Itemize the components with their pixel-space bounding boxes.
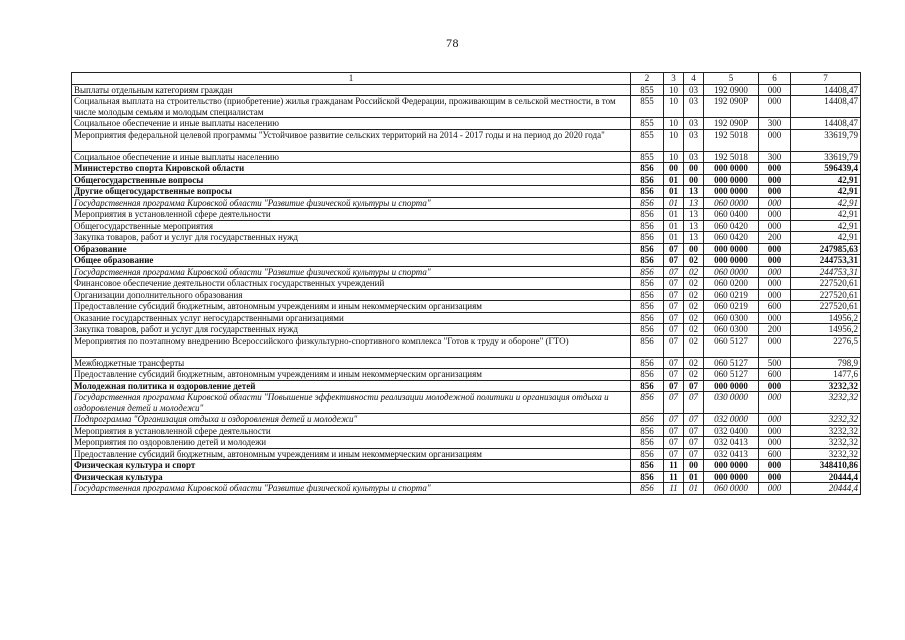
row-target-article: 032 0413 <box>704 437 759 449</box>
row-target-article: 060 0400 <box>704 209 759 221</box>
row-name: Молодежная политика и оздоровление детей <box>72 380 631 392</box>
table-row <box>72 129 861 151</box>
row-expense-type: 000 <box>759 278 791 290</box>
row-subsection: 13 <box>684 186 704 198</box>
row-expense-type: 000 <box>759 380 791 392</box>
row-amount: 1477,6 <box>791 369 861 381</box>
table-row <box>72 448 861 460</box>
row-grbs: 856 <box>631 369 664 381</box>
row-expense-type: 000 <box>759 163 791 175</box>
row-target-article: 192 090P <box>704 118 759 130</box>
row-section: 10 <box>664 151 684 163</box>
row-subsection: 02 <box>684 357 704 369</box>
row-target-article: 192 0900 <box>704 84 759 96</box>
row-section: 07 <box>664 301 684 313</box>
row-name: Выплаты отдельным категориям граждан <box>72 84 631 96</box>
row-section: 07 <box>664 289 684 301</box>
row-name: Подпрограмма "Организация отдыха и оздоровления детей и молодежи" <box>72 414 631 426</box>
row-section: 10 <box>664 129 684 151</box>
table-row <box>72 357 861 369</box>
row-section: 07 <box>664 255 684 267</box>
row-subsection: 00 <box>684 163 704 175</box>
row-section: 07 <box>664 392 684 414</box>
row-grbs: 856 <box>631 278 664 290</box>
header-cell-expense-type: 6 <box>759 73 791 85</box>
table-row <box>72 266 861 278</box>
row-name: Общегосударственные мероприятия <box>72 220 631 232</box>
row-amount: 14956,2 <box>791 324 861 336</box>
row-target-article: 192 090P <box>704 96 759 118</box>
row-grbs: 856 <box>631 437 664 449</box>
row-section: 01 <box>664 220 684 232</box>
row-grbs: 855 <box>631 84 664 96</box>
row-expense-type: 000 <box>759 255 791 267</box>
row-section: 01 <box>664 186 684 198</box>
header-cell-amount: 7 <box>791 73 861 85</box>
row-target-article: 060 0200 <box>704 278 759 290</box>
row-name: Государственная программа Кировской области "Развитие физической культуры и спорта" <box>72 483 631 495</box>
row-grbs: 856 <box>631 186 664 198</box>
row-expense-type: 000 <box>759 425 791 437</box>
row-grbs: 855 <box>631 118 664 130</box>
row-expense-type: 000 <box>759 220 791 232</box>
row-grbs: 856 <box>631 324 664 336</box>
row-target-article: 060 0219 <box>704 301 759 313</box>
row-subsection: 07 <box>684 425 704 437</box>
row-target-article: 060 5127 <box>704 335 759 357</box>
row-name: Оказание государственных услуг негосударственными организациями <box>72 312 631 324</box>
row-section: 10 <box>664 96 684 118</box>
row-target-article: 000 0000 <box>704 163 759 175</box>
row-subsection: 13 <box>684 197 704 209</box>
row-grbs: 856 <box>631 209 664 221</box>
row-expense-type: 000 <box>759 437 791 449</box>
row-amount: 3232,32 <box>791 425 861 437</box>
row-grbs: 856 <box>631 243 664 255</box>
header-cell-section: 3 <box>664 73 684 85</box>
row-subsection: 02 <box>684 255 704 267</box>
row-amount: 14408,47 <box>791 84 861 96</box>
row-expense-type: 000 <box>759 84 791 96</box>
table-row <box>72 232 861 244</box>
row-section: 01 <box>664 174 684 186</box>
row-section: 07 <box>664 448 684 460</box>
row-section: 10 <box>664 84 684 96</box>
table-row <box>72 392 861 414</box>
row-subsection: 07 <box>684 448 704 460</box>
row-section: 01 <box>664 209 684 221</box>
row-expense-type: 000 <box>759 186 791 198</box>
row-section: 00 <box>664 163 684 175</box>
row-subsection: 07 <box>684 437 704 449</box>
row-target-article: 000 0000 <box>704 186 759 198</box>
row-grbs: 856 <box>631 289 664 301</box>
row-subsection: 03 <box>684 96 704 118</box>
table-row <box>72 118 861 130</box>
table-row <box>72 312 861 324</box>
row-subsection: 07 <box>684 414 704 426</box>
table-row <box>72 437 861 449</box>
row-expense-type: 300 <box>759 118 791 130</box>
row-name: Физическая культура и спорт <box>72 460 631 472</box>
row-target-article: 000 0000 <box>704 255 759 267</box>
row-expense-type: 000 <box>759 243 791 255</box>
row-name: Мероприятия в установленной сфере деятельности <box>72 209 631 221</box>
table-row <box>72 324 861 336</box>
row-amount: 42,91 <box>791 186 861 198</box>
row-amount: 3232,32 <box>791 448 861 460</box>
row-grbs: 856 <box>631 174 664 186</box>
row-amount: 3232,32 <box>791 392 861 414</box>
row-section: 07 <box>664 369 684 381</box>
table-row <box>72 197 861 209</box>
row-grbs: 856 <box>631 301 664 313</box>
row-name: Государственная программа Кировской области "Развитие физической культуры и спорта" <box>72 266 631 278</box>
row-name: Социальная выплата на строительство (приобретение) жилья гражданам Российской Федерации, проживающим в сельской местности, в том числе молодым семьям и молодым специалистам <box>72 96 631 118</box>
row-name: Предоставление субсидий бюджетным, автономным учреждениям и иным некоммерческим организациям <box>72 301 631 313</box>
row-expense-type: 000 <box>759 312 791 324</box>
row-expense-type: 000 <box>759 174 791 186</box>
row-expense-type: 600 <box>759 448 791 460</box>
row-section: 07 <box>664 324 684 336</box>
row-target-article: 060 0219 <box>704 289 759 301</box>
row-expense-type: 000 <box>759 266 791 278</box>
row-target-article: 000 0000 <box>704 174 759 186</box>
header-cell-name: 1 <box>72 73 631 85</box>
header-cell-grbs: 2 <box>631 73 664 85</box>
row-name: Общее образование <box>72 255 631 267</box>
row-name: Закупка товаров, работ и услуг для государственных нужд <box>72 324 631 336</box>
row-expense-type: 000 <box>759 460 791 472</box>
row-target-article: 060 0300 <box>704 312 759 324</box>
row-expense-type: 000 <box>759 209 791 221</box>
row-name: Другие общегосударственные вопросы <box>72 186 631 198</box>
header-row <box>72 73 861 85</box>
row-name: Государственная программа Кировской области "Развитие физической культуры и спорта" <box>72 197 631 209</box>
row-subsection: 03 <box>684 129 704 151</box>
row-amount: 42,91 <box>791 232 861 244</box>
row-subsection: 02 <box>684 301 704 313</box>
row-grbs: 856 <box>631 312 664 324</box>
row-subsection: 13 <box>684 209 704 221</box>
row-expense-type: 200 <box>759 232 791 244</box>
row-name: Физическая культура <box>72 471 631 483</box>
row-name: Организации дополнительного образования <box>72 289 631 301</box>
table-row <box>72 255 861 267</box>
row-name: Предоставление субсидий бюджетным, автономным учреждениям и иным некоммерческим организациям <box>72 369 631 381</box>
row-target-article: 000 0000 <box>704 471 759 483</box>
row-amount: 227520,61 <box>791 301 861 313</box>
table-row <box>72 425 861 437</box>
row-amount: 42,91 <box>791 209 861 221</box>
row-name: Мероприятия в установленной сфере деятельности <box>72 425 631 437</box>
table-row <box>72 483 861 495</box>
row-expense-type: 300 <box>759 151 791 163</box>
row-name: Межбюджетные трансферты <box>72 357 631 369</box>
row-expense-type: 000 <box>759 483 791 495</box>
row-section: 07 <box>664 266 684 278</box>
row-grbs: 856 <box>631 197 664 209</box>
row-grbs: 855 <box>631 129 664 151</box>
row-name: Государственная программа Кировской области "Повышение эффективности реализации молодежной политики и организация отдыха и оздоровления детей и молодежи" <box>72 392 631 414</box>
row-expense-type: 600 <box>759 301 791 313</box>
row-section: 07 <box>664 243 684 255</box>
row-target-article: 060 5127 <box>704 357 759 369</box>
row-section: 07 <box>664 312 684 324</box>
row-section: 11 <box>664 460 684 472</box>
row-grbs: 856 <box>631 460 664 472</box>
row-subsection: 02 <box>684 266 704 278</box>
row-grbs: 856 <box>631 414 664 426</box>
row-expense-type: 500 <box>759 357 791 369</box>
row-expense-type: 200 <box>759 324 791 336</box>
row-grbs: 855 <box>631 151 664 163</box>
row-amount: 2276,5 <box>791 335 861 357</box>
row-name: Образование <box>72 243 631 255</box>
row-subsection: 02 <box>684 324 704 336</box>
budget-table-body <box>72 73 861 495</box>
row-amount: 14408,47 <box>791 96 861 118</box>
row-subsection: 02 <box>684 369 704 381</box>
row-grbs: 856 <box>631 335 664 357</box>
row-name: Министерство спорта Кировской области <box>72 163 631 175</box>
row-amount: 20444,4 <box>791 471 861 483</box>
header-cell-subsection: 4 <box>684 73 704 85</box>
row-name: Предоставление субсидий бюджетным, автономным учреждениям и иным некоммерческим организациям <box>72 448 631 460</box>
row-section: 11 <box>664 483 684 495</box>
row-name: Закупка товаров, работ и услуг для государственных нужд <box>72 232 631 244</box>
row-target-article: 032 0400 <box>704 425 759 437</box>
table-row <box>72 380 861 392</box>
table-row <box>72 278 861 290</box>
table-row <box>72 289 861 301</box>
row-amount: 3232,32 <box>791 380 861 392</box>
row-subsection: 07 <box>684 392 704 414</box>
row-section: 07 <box>664 414 684 426</box>
table-row <box>72 186 861 198</box>
row-target-article: 000 0000 <box>704 243 759 255</box>
row-expense-type: 000 <box>759 414 791 426</box>
row-expense-type: 000 <box>759 96 791 118</box>
row-section: 07 <box>664 335 684 357</box>
row-amount: 33619,79 <box>791 129 861 151</box>
row-expense-type: 000 <box>759 289 791 301</box>
row-subsection: 03 <box>684 151 704 163</box>
row-name: Мероприятия по оздоровлению детей и молодежи <box>72 437 631 449</box>
row-name: Социальное обеспечение и иные выплаты населению <box>72 118 631 130</box>
row-grbs: 856 <box>631 266 664 278</box>
row-section: 01 <box>664 197 684 209</box>
table-row <box>72 471 861 483</box>
row-amount: 3232,32 <box>791 414 861 426</box>
row-subsection: 00 <box>684 460 704 472</box>
table-row <box>72 301 861 313</box>
row-grbs: 856 <box>631 380 664 392</box>
row-grbs: 856 <box>631 471 664 483</box>
row-subsection: 13 <box>684 232 704 244</box>
table-row <box>72 209 861 221</box>
row-expense-type: 000 <box>759 129 791 151</box>
table-row <box>72 96 861 118</box>
row-expense-type: 000 <box>759 392 791 414</box>
row-grbs: 856 <box>631 232 664 244</box>
row-section: 01 <box>664 232 684 244</box>
row-target-article: 192 5018 <box>704 129 759 151</box>
row-amount: 596439,4 <box>791 163 861 175</box>
row-target-article: 060 0000 <box>704 483 759 495</box>
table-row <box>72 335 861 357</box>
table-row <box>72 220 861 232</box>
row-section: 07 <box>664 425 684 437</box>
row-amount: 20444,4 <box>791 483 861 495</box>
row-target-article: 000 0000 <box>704 460 759 472</box>
row-section: 10 <box>664 118 684 130</box>
row-expense-type: 000 <box>759 335 791 357</box>
header-cell-target-article: 5 <box>704 73 759 85</box>
row-grbs: 856 <box>631 392 664 414</box>
row-subsection: 01 <box>684 471 704 483</box>
row-name: Финансовое обеспечение деятельности областных государственных учреждений <box>72 278 631 290</box>
row-expense-type: 000 <box>759 197 791 209</box>
row-grbs: 856 <box>631 425 664 437</box>
row-section: 11 <box>664 471 684 483</box>
row-amount: 42,91 <box>791 174 861 186</box>
row-name: Социальное обеспечение и иные выплаты населению <box>72 151 631 163</box>
row-amount: 798,9 <box>791 357 861 369</box>
row-name: Мероприятия федеральной целевой программы "Устойчивое развитие сельских территорий на 2014 - 2017 годы и на период до 2020 года" <box>72 129 631 151</box>
row-grbs: 856 <box>631 448 664 460</box>
row-subsection: 02 <box>684 335 704 357</box>
row-target-article: 060 0000 <box>704 266 759 278</box>
table-row <box>72 369 861 381</box>
row-section: 07 <box>664 278 684 290</box>
row-target-article: 060 5127 <box>704 369 759 381</box>
row-amount: 14956,2 <box>791 312 861 324</box>
table-row <box>72 174 861 186</box>
row-grbs: 856 <box>631 483 664 495</box>
row-target-article: 192 5018 <box>704 151 759 163</box>
row-target-article: 060 0420 <box>704 232 759 244</box>
row-amount: 227520,61 <box>791 289 861 301</box>
row-amount: 3232,32 <box>791 437 861 449</box>
row-subsection: 03 <box>684 84 704 96</box>
row-amount: 247985,63 <box>791 243 861 255</box>
table-row <box>72 84 861 96</box>
row-grbs: 856 <box>631 357 664 369</box>
row-subsection: 13 <box>684 220 704 232</box>
row-expense-type: 600 <box>759 369 791 381</box>
table-row <box>72 414 861 426</box>
row-subsection: 07 <box>684 380 704 392</box>
row-grbs: 856 <box>631 255 664 267</box>
row-target-article: 032 0413 <box>704 448 759 460</box>
table-row <box>72 460 861 472</box>
row-subsection: 02 <box>684 278 704 290</box>
row-amount: 33619,79 <box>791 151 861 163</box>
row-subsection: 01 <box>684 483 704 495</box>
row-subsection: 02 <box>684 289 704 301</box>
table-row <box>72 243 861 255</box>
row-name: Мероприятия по поэтапному внедрению Всероссийского физкультурно-спортивного комплекса "Готов к труду и обороне" (ГТО) <box>72 335 631 357</box>
row-grbs: 856 <box>631 220 664 232</box>
row-amount: 348410,86 <box>791 460 861 472</box>
table-row <box>72 163 861 175</box>
row-amount: 244753,31 <box>791 255 861 267</box>
row-subsection: 00 <box>684 243 704 255</box>
row-target-article: 030 0000 <box>704 392 759 414</box>
table-row <box>72 151 861 163</box>
row-target-article: 060 0420 <box>704 220 759 232</box>
row-amount: 14408,47 <box>791 118 861 130</box>
row-section: 07 <box>664 357 684 369</box>
row-amount: 227520,61 <box>791 278 861 290</box>
row-subsection: 02 <box>684 312 704 324</box>
row-subsection: 03 <box>684 118 704 130</box>
page-number: 78 <box>446 36 459 50</box>
row-amount: 244753,31 <box>791 266 861 278</box>
row-subsection: 00 <box>684 174 704 186</box>
row-amount: 42,91 <box>791 220 861 232</box>
row-name: Общегосударственные вопросы <box>72 174 631 186</box>
row-section: 07 <box>664 380 684 392</box>
row-expense-type: 000 <box>759 471 791 483</box>
row-grbs: 856 <box>631 163 664 175</box>
budget-table <box>71 72 861 495</box>
row-section: 07 <box>664 437 684 449</box>
row-target-article: 032 0000 <box>704 414 759 426</box>
row-grbs: 855 <box>631 96 664 118</box>
row-target-article: 000 0000 <box>704 380 759 392</box>
row-target-article: 060 0300 <box>704 324 759 336</box>
row-target-article: 060 0000 <box>704 197 759 209</box>
row-amount: 42,91 <box>791 197 861 209</box>
